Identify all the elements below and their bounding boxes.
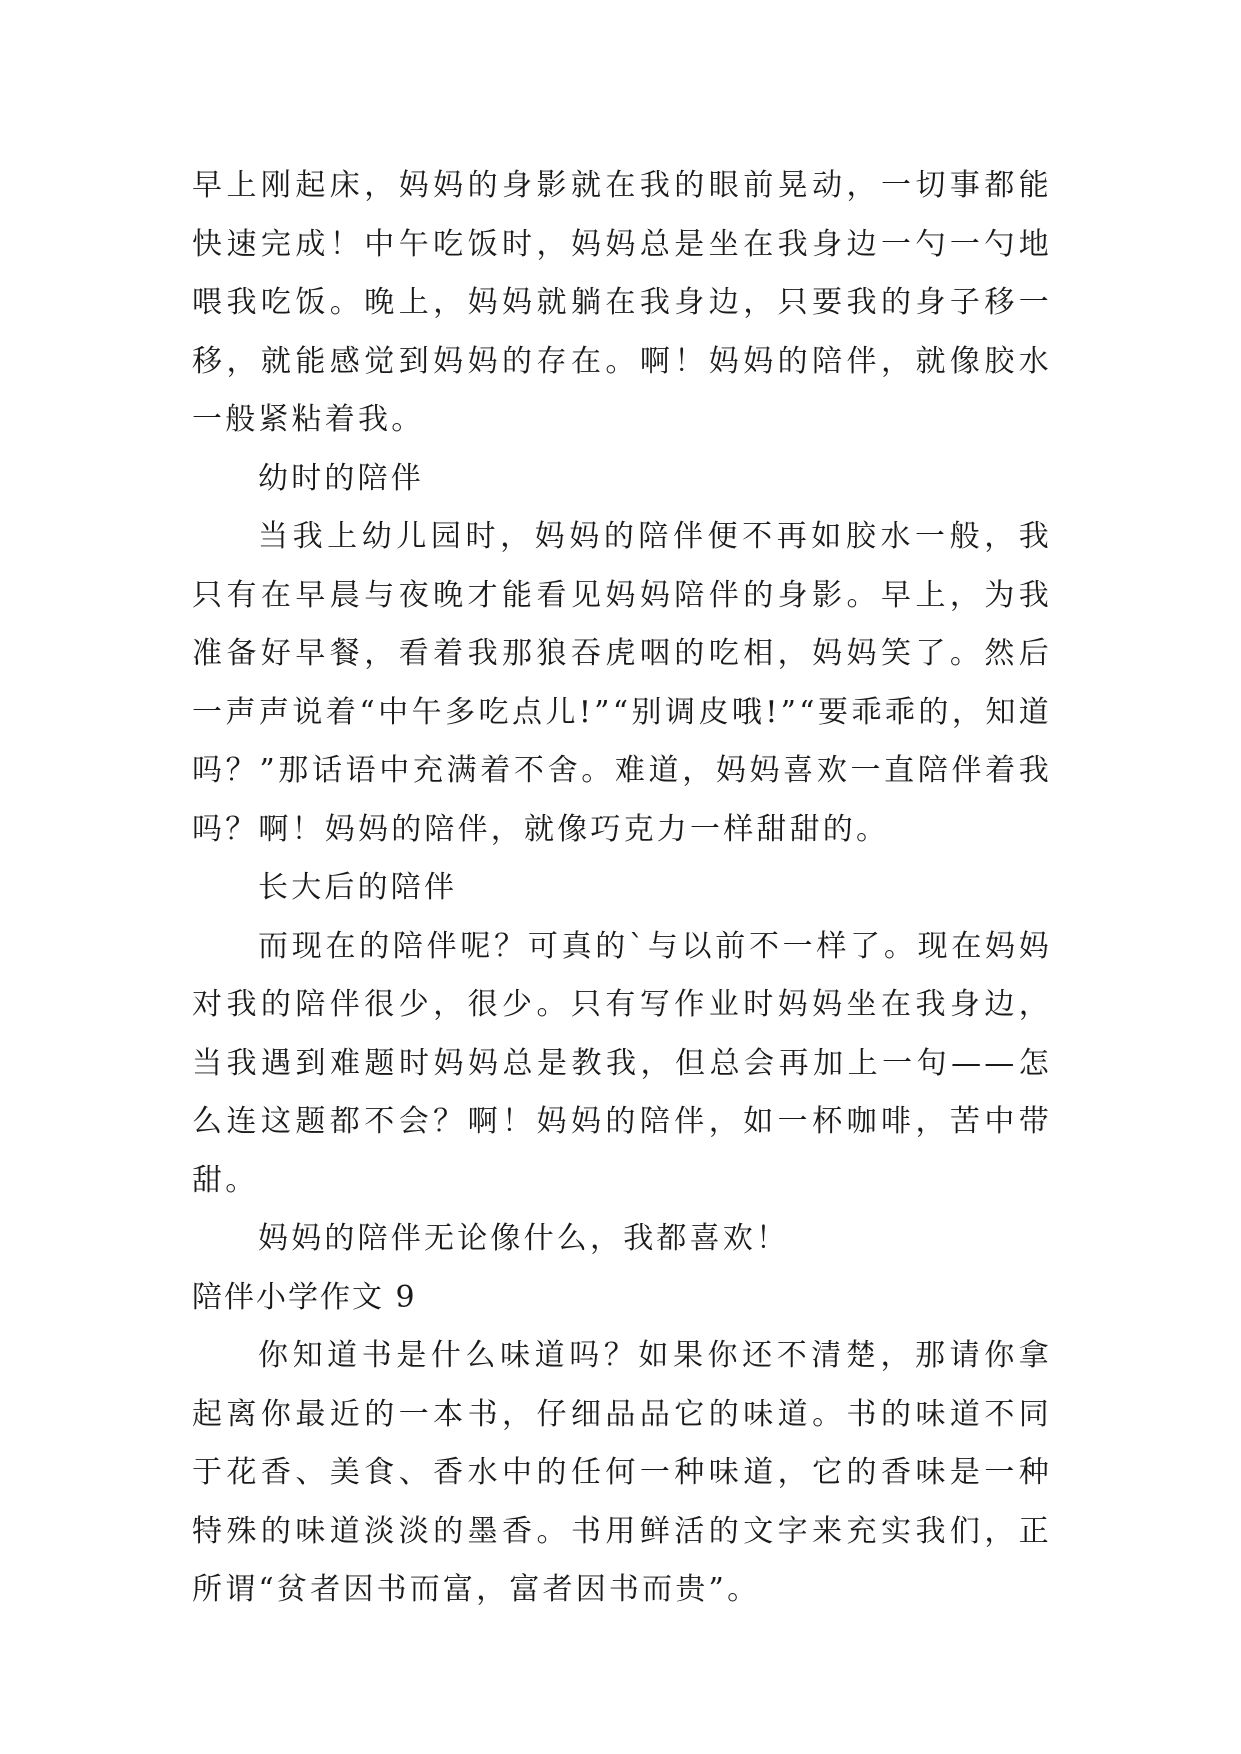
heading-toddler-companionship: 幼时的陪伴: [258, 460, 424, 496]
paragraph-now: 而现在的陪伴呢？可真的`与以前不一样了。现在妈妈对我的陪伴很少，很少。只有写作业时妈妈坐在我身边，当我遇到难题时妈妈总是教我，但总会再加上一句——怎么连这题都不会？啊！妈妈的陪伴，如一杯咖啡，苦中带甜。: [192, 928, 1052, 1198]
section-title: 陪伴小学作文 9: [192, 1279, 417, 1315]
paragraph-book-taste: 你知道书是什么味道吗？如果你还不清楚，那请你拿起离你最近的一本书，仔细品品它的味道。书的味道不同于花香、美食、香水中的任何一种味道，它的香味是一种特殊的味道淡淡的墨香。书用鲜活的文字来充实我们，正所谓“贫者因书而富，富者因书而贵”。: [192, 1338, 1052, 1607]
paragraph-conclusion: 妈妈的陪伴无论像什么，我都喜欢！: [258, 1221, 790, 1256]
paragraph-kindergarten: 当我上幼儿园时，妈妈的陪伴便不再如胶水一般，我只有在早晨与夜晚才能看见妈妈陪伴的身影。早上，为我准备好早餐，看着我那狼吞虎咽的吃相，妈妈笑了。然后一声声说着“中午多吃点儿!”“别调皮哦!”“要乖乖的，知道吗？”那话语中充满着不舍。难道，妈妈喜欢一直陪伴着我吗？啊！妈妈的陪伴，就像巧克力一样甜甜的。: [192, 519, 1052, 847]
document-page: [192, 157, 1052, 1620]
heading-grown-up-companionship: 长大后的陪伴: [258, 870, 458, 905]
paragraph-early-childhood: 早上刚起床，妈妈的身影就在我的眼前晃动，一切事都能快速完成！中午吃饭时，妈妈总是坐在我身边一勺一勺地喂我吃饭。晚上，妈妈就躺在我身边，只要我的身子移一移，就能感觉到妈妈的存在。啊！妈妈的陪伴，就像胶水一般紧粘着我。: [192, 168, 1052, 437]
